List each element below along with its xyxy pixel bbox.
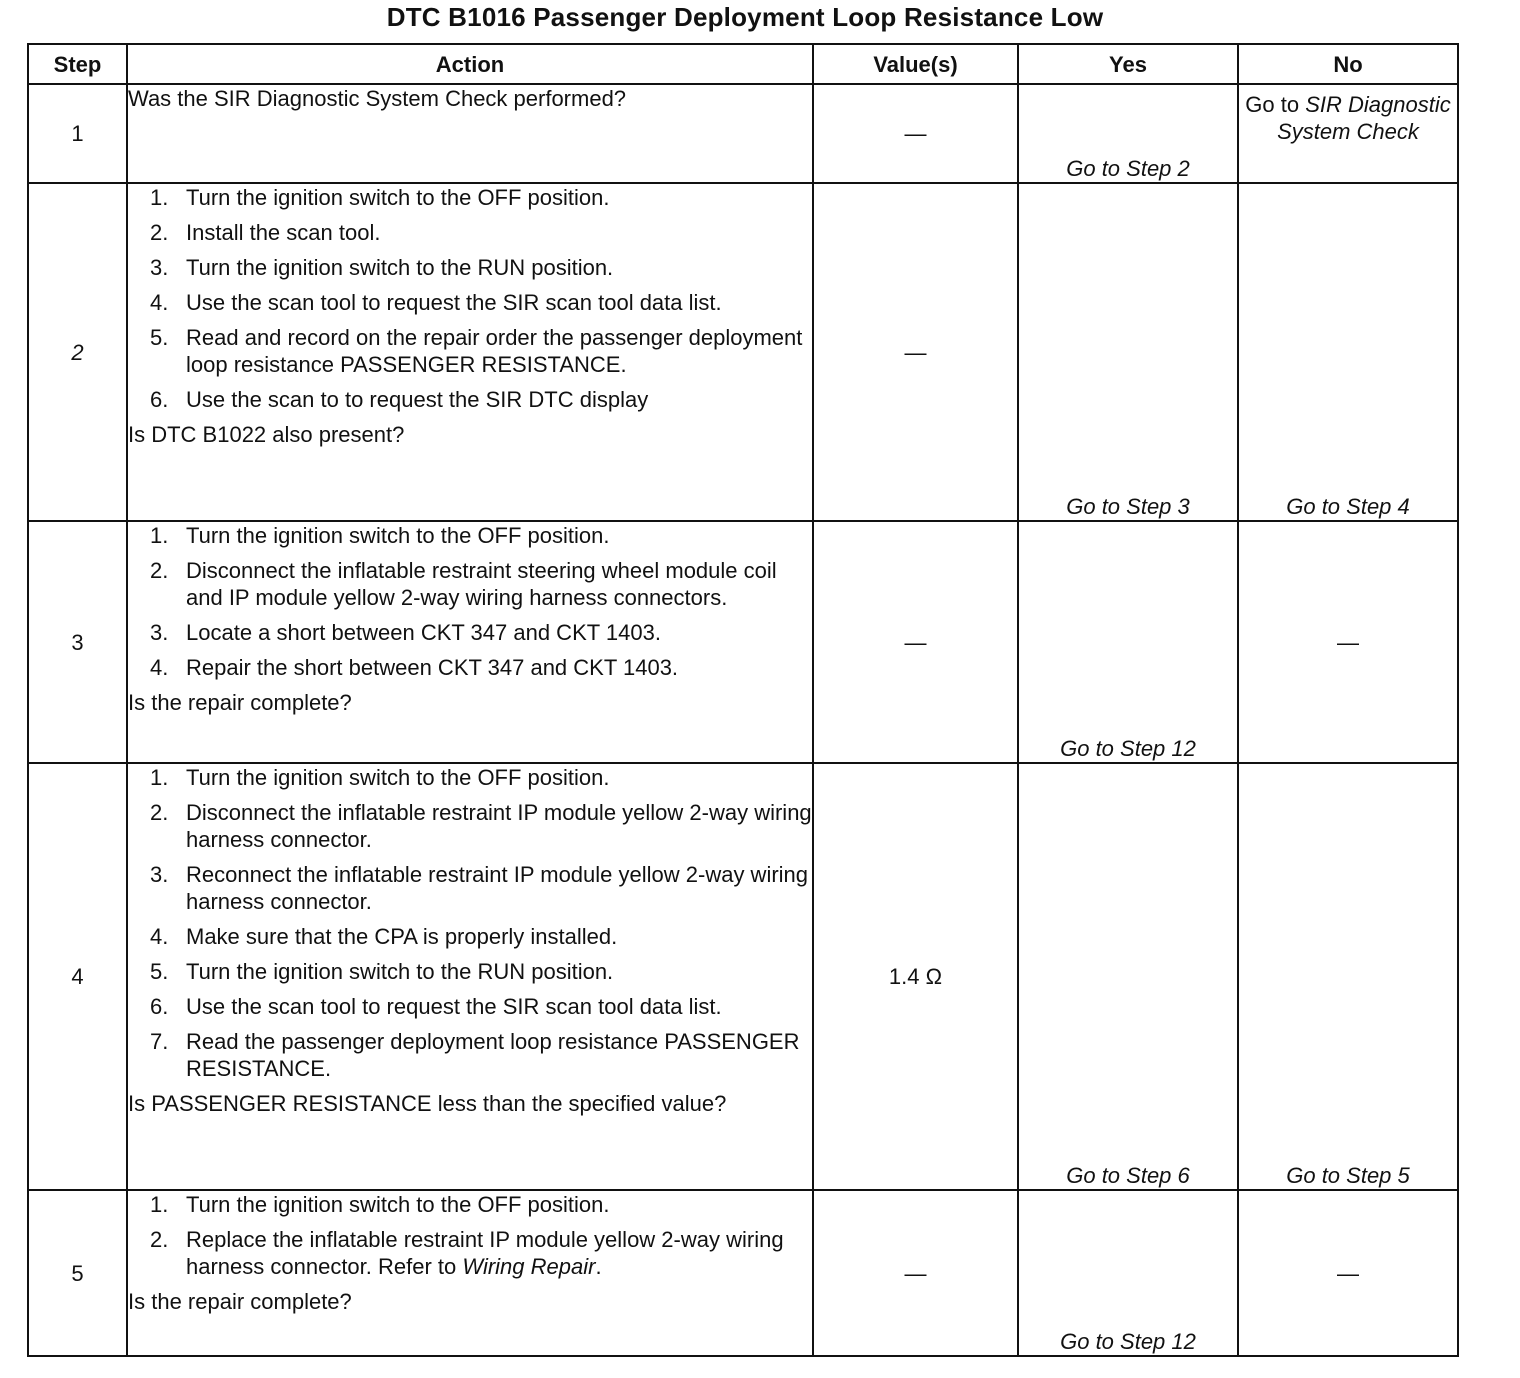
no-cell[interactable]: Go to Step 4 [1238, 183, 1458, 521]
action-item: 5. Read and record on the repair order the passenger deployment loop resistance PASSENGER RESISTANCE. [150, 325, 803, 377]
step-question: Is the repair complete? [128, 690, 352, 715]
action-item: 1. Turn the ignition switch to the OFF position. [150, 523, 610, 548]
action-item: 2. Install the scan tool. [150, 220, 381, 245]
value-cell: — [813, 521, 1018, 763]
no-cell[interactable] [1238, 84, 1458, 183]
action-cell [127, 84, 813, 183]
step-number: 1 [28, 84, 127, 183]
header-action: Action [127, 44, 813, 84]
action-cell [127, 183, 813, 521]
diagnostic-table [27, 43, 1459, 1357]
table-row-step-1 [28, 84, 1458, 183]
header-values: Value(s) [813, 44, 1018, 84]
value-cell: 1.4 Ω [813, 763, 1018, 1190]
action-cell [127, 763, 813, 1190]
header-no: No [1238, 44, 1458, 84]
step-question: Was the SIR Diagnostic System Check performed? [128, 86, 627, 111]
action-item: 1. Turn the ignition switch to the OFF position. [150, 1192, 610, 1217]
yes-cell[interactable]: Go to Step 12 [1018, 521, 1238, 763]
no-prefix: Go to [1245, 92, 1306, 117]
action-item: 6. Use the scan to to request the SIR DTC display [150, 387, 649, 412]
yes-cell[interactable]: Go to Step 2 [1018, 84, 1238, 183]
page-title: DTC B1016 Passenger Deployment Loop Resistance Low [386, 2, 1104, 32]
no-link[interactable]: SIR Diagnostic System Check [1277, 92, 1451, 144]
yes-cell[interactable]: Go to Step 12 [1018, 1190, 1238, 1356]
value-cell: — [813, 183, 1018, 521]
action-cell [127, 1190, 813, 1356]
action-item: 1. Turn the ignition switch to the OFF position. [150, 185, 610, 210]
header-row [28, 44, 1458, 84]
table-row-step-3 [28, 521, 1458, 763]
step-question: Is DTC B1022 also present? [128, 422, 405, 447]
action-item: 6. Use the scan tool to request the SIR scan tool data list. [150, 994, 722, 1019]
action-item: 4. Repair the short between CKT 347 and CKT 1403. [150, 655, 679, 680]
action-item: 3. Reconnect the inflatable restraint IP module yellow 2-way wiring harness connector. [150, 862, 809, 914]
yes-cell[interactable]: Go to Step 3 [1018, 183, 1238, 521]
step-number: 5 [28, 1190, 127, 1356]
action-list [128, 184, 812, 413]
no-cell: — [1238, 521, 1458, 763]
action-cell [127, 521, 813, 763]
action-item: 4. Use the scan tool to request the SIR scan tool data list. [150, 290, 722, 315]
action-item: 7. Read the passenger deployment loop resistance PASSENGER RESISTANCE. [150, 1029, 800, 1081]
no-cell: — [1238, 1190, 1458, 1356]
action-item: 4. Make sure that the CPA is properly installed. [150, 924, 618, 949]
action-item: 3. Locate a short between CKT 347 and CKT 1403. [150, 620, 661, 645]
step-number: 4 [28, 763, 127, 1190]
wiring-repair-link[interactable]: Wiring Repair [462, 1254, 596, 1279]
action-item: 2. Disconnect the inflatable restraint steering wheel module coil and IP module yellow 2-way wiring harness connectors. [150, 558, 777, 610]
no-cell[interactable]: Go to Step 5 [1238, 763, 1458, 1190]
yes-cell[interactable]: Go to Step 6 [1018, 763, 1238, 1190]
action-item: 1. Turn the ignition switch to the OFF position. [150, 765, 610, 790]
step-question: Is PASSENGER RESISTANCE less than the specified value? [128, 1091, 727, 1116]
action-item: 2. Replace the inflatable restraint IP module yellow 2-way wiring harness connector. Refer to Wiring Repair. [150, 1227, 784, 1279]
action-list [128, 764, 812, 1082]
table-row-step-5 [28, 1190, 1458, 1356]
table-row-step-2 [28, 183, 1458, 521]
step-question: Is the repair complete? [128, 1289, 352, 1314]
value-cell: — [813, 84, 1018, 183]
action-item: 3. Turn the ignition switch to the RUN position. [150, 255, 614, 280]
action-list [128, 522, 812, 681]
step-number: 2 [28, 183, 127, 521]
header-yes: Yes [1018, 44, 1238, 84]
value-cell: — [813, 1190, 1018, 1356]
action-item: 2. Disconnect the inflatable restraint IP module yellow 2-way wiring harness connector. [150, 800, 812, 852]
step-number: 3 [28, 521, 127, 763]
action-list [128, 1191, 812, 1280]
action-item: 5. Turn the ignition switch to the RUN position. [150, 959, 614, 984]
header-step: Step [28, 44, 127, 84]
table-row-step-4 [28, 763, 1458, 1190]
